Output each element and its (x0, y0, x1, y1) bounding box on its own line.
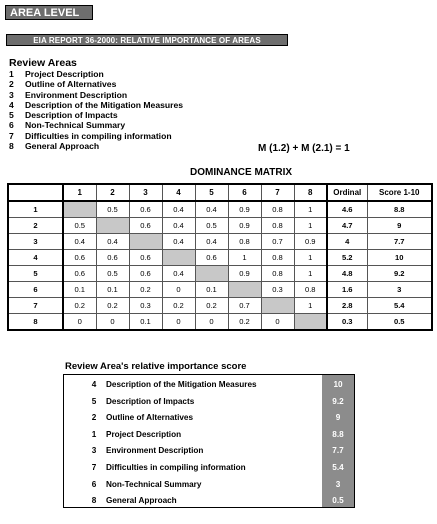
matrix-diagonal-cell (96, 218, 129, 234)
matrix-cell: 0.2 (129, 282, 162, 298)
matrix-cell: 0.6 (195, 250, 228, 266)
ranking-score: 3 (335, 479, 341, 489)
review-area-item (9, 69, 183, 79)
matrix-cell: 0 (162, 282, 195, 298)
matrix-column-header: 2 (96, 184, 129, 201)
matrix-score-cell: 10 (367, 250, 432, 266)
matrix-cell: 0.9 (228, 201, 261, 218)
review-area-number: 5 (9, 110, 14, 121)
matrix-cell: 0.1 (63, 282, 96, 298)
ranking-number: 4 (91, 380, 97, 389)
matrix-score-cell: 0.5 (367, 314, 432, 331)
matrix-diagonal-cell (129, 234, 162, 250)
report-title-banner: EIA REPORT 36-2000: RELATIVE IMPORTANCE OF AREAS (6, 34, 288, 46)
ranking-row (64, 460, 354, 477)
ranking-number: 5 (91, 396, 97, 406)
matrix-ordinal-cell: 0.3 (327, 314, 367, 331)
matrix-cell: 0.6 (63, 250, 96, 266)
ranking-row (64, 377, 354, 394)
matrix-column-header: Score 1-10 (367, 184, 432, 201)
matrix-cell: 0.1 (129, 314, 162, 331)
matrix-cell: 0.7 (261, 234, 294, 250)
review-area-number: 8 (9, 141, 14, 152)
matrix-cell: 0.6 (63, 266, 96, 282)
matrix-cell: 0 (195, 314, 228, 331)
matrix-row-label: 3 (8, 234, 63, 250)
matrix-cell: 0.2 (162, 298, 195, 314)
ranking-label: Description of the Mitigation Measures (106, 380, 257, 389)
matrix-cell: 0.5 (195, 218, 228, 234)
matrix-cell: 0.6 (96, 250, 129, 266)
ranking-row (64, 427, 354, 444)
matrix-ordinal-cell: 4 (327, 234, 367, 250)
matrix-cell: 0.6 (129, 250, 162, 266)
matrix-score-cell: 7.7 (367, 234, 432, 250)
ranking-row (64, 394, 354, 411)
matrix-row (8, 218, 432, 234)
ranking-title: Review Area's relative importance score (65, 361, 247, 372)
matrix-score-cell: 5.4 (367, 298, 432, 314)
matrix-cell: 1 (294, 218, 327, 234)
matrix-diagonal-cell (195, 266, 228, 282)
matrix-cell: 0.9 (228, 266, 261, 282)
review-area-number: 7 (9, 130, 14, 141)
matrix-cell: 0.8 (261, 201, 294, 218)
matrix-diagonal-cell (63, 201, 96, 218)
ranking-label: Outline of Alternatives (106, 413, 194, 423)
ranking-label: Description of Impacts (106, 396, 195, 406)
matrix-cell: 0.4 (162, 266, 195, 282)
matrix-cell: 0.4 (162, 218, 195, 234)
ranking-number: 8 (91, 496, 97, 506)
matrix-cell: 0.6 (129, 218, 162, 234)
matrix-score-cell: 9 (367, 218, 432, 234)
matrix-row-label: 5 (8, 266, 63, 282)
matrix-column-header: Ordinal (327, 184, 367, 201)
review-area-label: Project Description (25, 69, 104, 79)
ranking-number: 2 (91, 413, 97, 423)
matrix-column-header: 4 (162, 184, 195, 201)
matrix-cell: 1 (294, 250, 327, 266)
review-area-item (9, 100, 183, 110)
matrix-cell: 0.4 (162, 201, 195, 218)
formula-text: M (1.2) + M (2.1) = 1 (258, 143, 350, 154)
review-area-item (9, 131, 183, 141)
matrix-cell: 0.4 (96, 234, 129, 250)
review-area-label: Difficulties in compiling information (25, 130, 172, 141)
matrix-row (8, 234, 432, 250)
matrix-cell: 0.3 (129, 298, 162, 314)
matrix-ordinal-cell: 5.2 (327, 250, 367, 266)
matrix-cell: 0.4 (195, 234, 228, 250)
matrix-cell: 0.2 (228, 314, 261, 331)
ranking-box (63, 374, 355, 508)
review-area-number: 2 (9, 79, 14, 90)
review-area-item (9, 120, 183, 130)
matrix-cell: 0 (261, 314, 294, 331)
matrix-row-label: 7 (8, 298, 63, 314)
review-area-item (9, 79, 183, 89)
matrix-row-label: 2 (8, 218, 63, 234)
matrix-row (8, 314, 432, 331)
matrix-ordinal-cell: 2.8 (327, 298, 367, 314)
review-area-label: Non-Technical Summary (25, 120, 126, 131)
ranking-row (64, 493, 354, 510)
matrix-cell: 0.4 (162, 234, 195, 250)
matrix-cell: 0.8 (261, 250, 294, 266)
matrix-cell: 0.9 (228, 218, 261, 234)
matrix-cell: 1 (294, 298, 327, 314)
ranking-score: 0.5 (332, 496, 344, 506)
matrix-column-header: 5 (195, 184, 228, 201)
ranking-label: Difficulties in compiling information (106, 463, 246, 472)
matrix-row (8, 201, 432, 218)
ranking-label: General Approach (106, 496, 177, 506)
matrix-column-header: 7 (261, 184, 294, 201)
matrix-row-label: 1 (8, 201, 63, 218)
dominance-matrix-title: DOMINANCE MATRIX (190, 167, 293, 178)
matrix-cell: 0.2 (195, 298, 228, 314)
ranking-number: 1 (91, 429, 97, 439)
matrix-row-label: 6 (8, 282, 63, 298)
matrix-body (8, 201, 432, 330)
matrix-diagonal-cell (261, 298, 294, 314)
matrix-column-header: 8 (294, 184, 327, 201)
matrix-corner-cell (8, 184, 63, 201)
matrix-row (8, 250, 432, 266)
matrix-cell: 0.8 (228, 234, 261, 250)
matrix-ordinal-cell: 4.6 (327, 201, 367, 218)
matrix-cell: 0.2 (96, 298, 129, 314)
matrix-row (8, 266, 432, 282)
review-area-number: 3 (9, 89, 14, 100)
matrix-cell: 0.3 (261, 282, 294, 298)
review-area-label: Description of the Mitigation Measures (25, 99, 184, 110)
matrix-score-cell: 9.2 (367, 266, 432, 282)
matrix-cell: 1 (294, 201, 327, 218)
ranking-score: 5.4 (332, 463, 344, 472)
review-area-number: 6 (9, 120, 14, 131)
review-area-number: 1 (9, 69, 14, 79)
review-area-label: Description of Impacts (25, 110, 118, 121)
ranking-label: Environment Description (106, 446, 204, 456)
ranking-score: 7.7 (332, 446, 344, 456)
matrix-ordinal-cell: 1.6 (327, 282, 367, 298)
matrix-cell: 0.4 (195, 201, 228, 218)
matrix-row-label: 8 (8, 314, 63, 331)
matrix-cell: 0.6 (129, 266, 162, 282)
ranking-number: 7 (91, 463, 97, 472)
matrix-column-header: 3 (129, 184, 162, 201)
ranking-row (64, 410, 354, 427)
matrix-cell: 0.5 (63, 218, 96, 234)
matrix-cell: 0.8 (261, 218, 294, 234)
matrix-cell: 0.7 (228, 298, 261, 314)
matrix-column-header: 1 (63, 184, 96, 201)
matrix-ordinal-cell: 4.7 (327, 218, 367, 234)
review-area-item (9, 90, 183, 100)
matrix-cell: 0.6 (129, 201, 162, 218)
ranking-score: 9 (335, 413, 341, 423)
matrix-header-row (8, 184, 432, 201)
ranking-score: 8.8 (332, 429, 344, 439)
review-area-label: Outline of Alternatives (25, 79, 117, 90)
review-areas-list (9, 69, 183, 151)
matrix-cell: 1 (228, 250, 261, 266)
ranking-label: Non-Technical Summary (106, 479, 202, 489)
matrix-diagonal-cell (162, 250, 195, 266)
matrix-cell: 1 (294, 266, 327, 282)
matrix-diagonal-cell (228, 282, 261, 298)
matrix-cell: 0.5 (96, 266, 129, 282)
matrix-score-cell: 3 (367, 282, 432, 298)
review-area-label: General Approach (25, 141, 100, 152)
ranking-number: 3 (91, 446, 97, 456)
review-area-label: Environment Description (25, 89, 128, 100)
matrix-column-header: 6 (228, 184, 261, 201)
area-level-header: AREA LEVEL (5, 5, 93, 20)
ranking-row (64, 443, 354, 460)
matrix-diagonal-cell (294, 314, 327, 331)
ranking-number: 6 (91, 479, 97, 489)
review-area-item (9, 141, 183, 151)
matrix-cell: 0.1 (195, 282, 228, 298)
dominance-matrix-table (7, 183, 433, 331)
matrix-cell: 0.8 (261, 266, 294, 282)
review-areas-title: Review Areas (9, 57, 77, 69)
review-area-number: 4 (9, 99, 14, 110)
ranking-score: 9.2 (332, 396, 344, 406)
matrix-row (8, 282, 432, 298)
ranking-score: 10 (333, 380, 343, 389)
matrix-cell: 0.1 (96, 282, 129, 298)
matrix-cell: 0.2 (63, 298, 96, 314)
matrix-cell: 0.9 (294, 234, 327, 250)
matrix-row-label: 4 (8, 250, 63, 266)
matrix-score-cell: 8.8 (367, 201, 432, 218)
review-area-item (9, 110, 183, 120)
ranking-row (64, 477, 354, 494)
matrix-ordinal-cell: 4.8 (327, 266, 367, 282)
matrix-row (8, 298, 432, 314)
matrix-cell: 0.5 (96, 201, 129, 218)
matrix-cell: 0 (96, 314, 129, 331)
matrix-cell: 0.8 (294, 282, 327, 298)
ranking-label: Project Description (106, 429, 182, 439)
matrix-cell: 0.4 (63, 234, 96, 250)
matrix-cell: 0 (162, 314, 195, 331)
matrix-cell: 0 (63, 314, 96, 331)
